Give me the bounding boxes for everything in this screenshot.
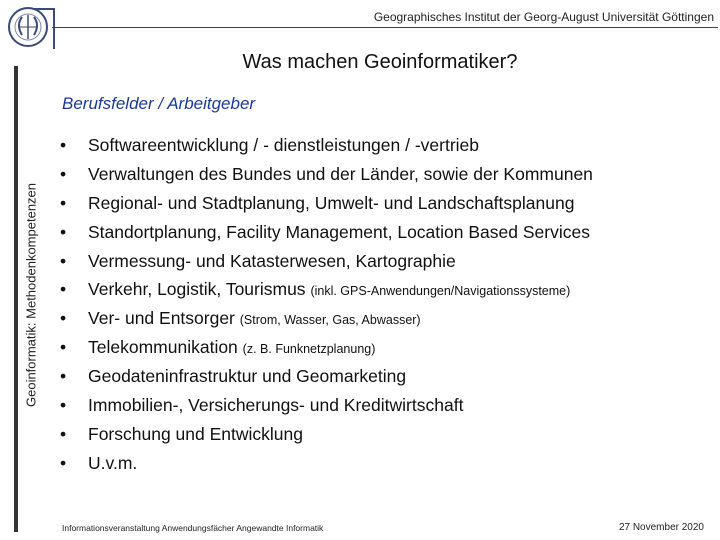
list-item [60, 391, 593, 420]
list-item [60, 449, 593, 478]
list-item [60, 131, 593, 160]
slide-subtitle: Berufsfelder / Arbeitgeber [62, 94, 256, 113]
bullet-note: (inkl. GPS-Anwendungen/Navigationssysteme) [310, 284, 571, 299]
list-item [60, 362, 593, 391]
bullet-text: Verkehr, Logistik, Tourismus [88, 279, 306, 300]
bullet-text: Regional- und Stadtplanung, Umwelt- und Landschaftsplanung [88, 192, 575, 213]
institute-name: Geographisches Institut der Georg-August Universität Göttingen [373, 10, 714, 24]
bullet-icon: • [60, 221, 67, 242]
bullet-icon: • [60, 395, 67, 416]
bullet-note: (z. B. Funknetzplanung) [242, 342, 376, 357]
sidebar-bar [14, 66, 18, 532]
bullet-list [60, 131, 593, 478]
bullet-icon: • [60, 192, 67, 213]
slide-title: Was machen Geoinformatiker? [242, 51, 518, 73]
list-item [60, 218, 593, 247]
footer-course: Informationsveranstaltung Anwendungsfächer Angewandte Informatik [62, 523, 324, 533]
bullet-icon: • [60, 366, 67, 387]
bullet-icon: • [60, 308, 67, 329]
list-item [60, 420, 593, 449]
bullet-icon: • [60, 135, 67, 155]
bullet-icon: • [60, 250, 67, 271]
bullet-text: Verwaltungen des Bundes und der Länder, sowie der Kommunen [88, 163, 593, 184]
bullet-icon: • [60, 337, 67, 358]
bullet-text: Softwareentwicklung / - dienstleistungen / -vertrieb [88, 135, 480, 155]
bullet-text: Geodateninfrastruktur und Geomarketing [88, 366, 407, 387]
bullet-text: Forschung und Entwicklung [88, 423, 303, 444]
bullet-text: Standortplanung, Facility Management, Location Based Services [88, 221, 590, 242]
seal-logo-icon [4, 3, 60, 53]
bullet-text: Telekommunikation [88, 337, 238, 358]
bullet-text: Vermessung- und Katasterwesen, Kartographie [88, 250, 456, 271]
footer-date: 27 November 2020 [618, 522, 704, 533]
bullet-icon: • [60, 423, 67, 444]
header-divider [52, 27, 718, 28]
list-item [60, 304, 593, 333]
bullet-icon: • [60, 452, 67, 473]
list-item [60, 189, 593, 218]
list-item [60, 247, 593, 276]
list-item [60, 275, 593, 304]
list-item [60, 333, 593, 362]
bullet-icon: • [60, 279, 67, 300]
bullet-note: (Strom, Wasser, Gas, Abwasser) [239, 313, 421, 328]
institute-logo [4, 3, 60, 53]
sidebar-label: Geoinformatik: Methodenkompetenzen [23, 182, 39, 408]
bullet-text: U.v.m. [88, 452, 138, 473]
bullet-icon: • [60, 163, 67, 184]
list-item [60, 160, 593, 189]
bullet-text: Immobilien-, Versicherungs- und Kreditwirtschaft [88, 395, 464, 416]
bullet-text: Ver- und Entsorger [88, 308, 235, 329]
